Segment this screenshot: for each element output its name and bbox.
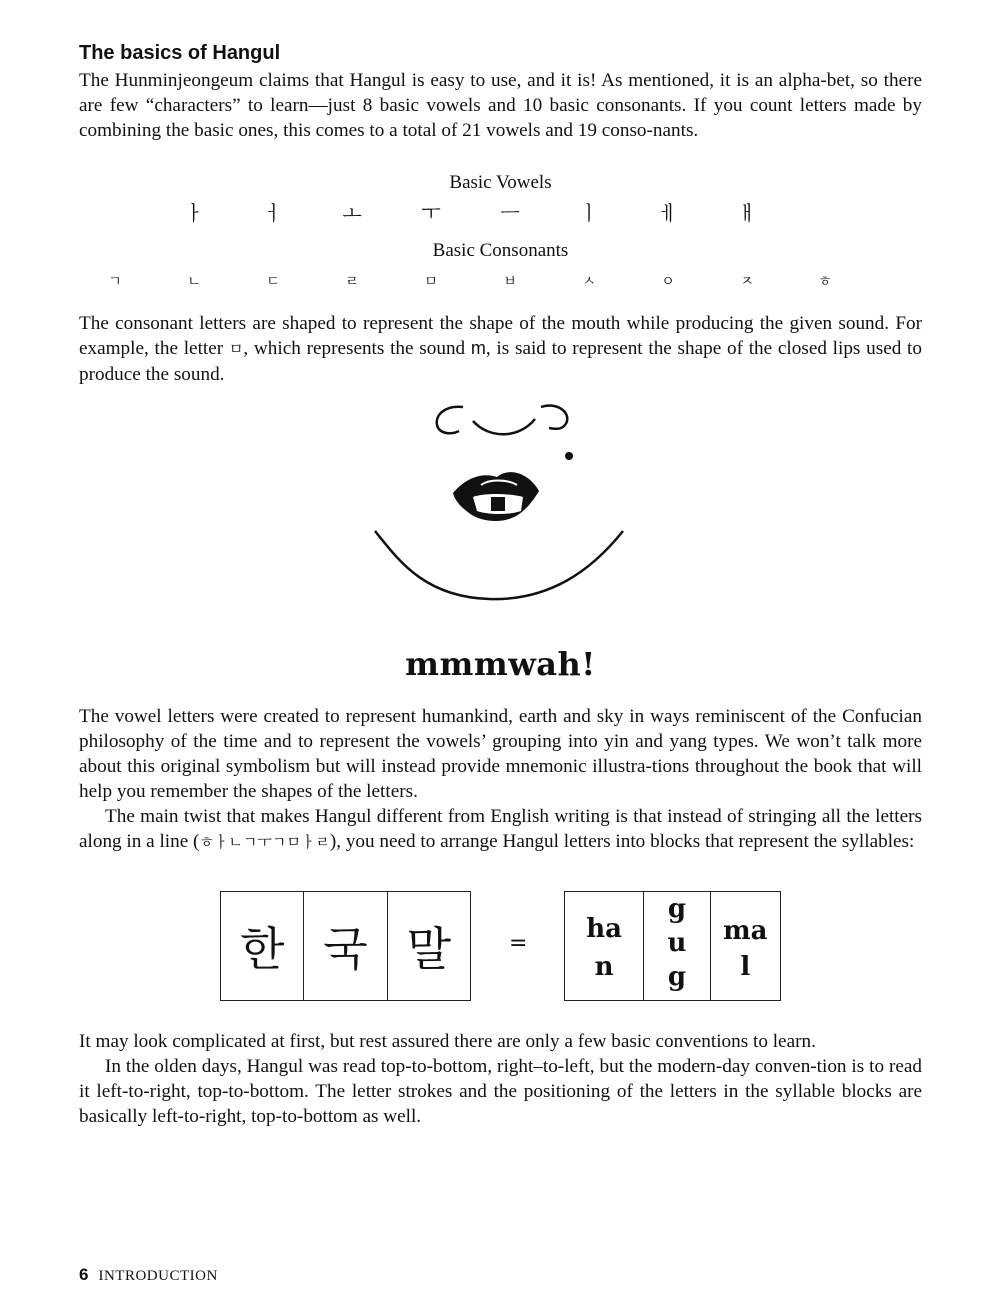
consonant-letter: ㄱ — [108, 274, 122, 290]
mouth-illustration — [79, 401, 922, 646]
vowel-letter: ㅓ — [263, 201, 283, 225]
roman-block-box — [564, 891, 781, 1001]
text-run: ), you need to arrange Hangul letters into blocks that represent the syllables: — [329, 831, 915, 852]
roman-letter: l — [740, 952, 751, 982]
text-run: , which represents the sound — [243, 338, 471, 359]
consonant-letter: ㅇ — [661, 274, 675, 290]
vowel-paragraph: The vowel letters were created to represent humankind, earth and sky in ways reminiscent of the Confucian philosophy of the time and to represent the vowels’ grouping into yin and yang types. We won’t talk more about this original symbolism but will instead provide mnemonic illustra-tions throughout the book that will help you remember the shapes of the letters. — [79, 706, 922, 802]
consonant-letter: ㅎ — [818, 274, 832, 290]
illustration-caption: mmmwah! — [405, 645, 596, 683]
vowel-letter: ㅏ — [184, 201, 204, 225]
hangul-letters-inline: ㅎㅏㄴㄱㅜㄱㅁㅏㄹ — [199, 833, 330, 851]
section-heading: The basics of Hangul — [79, 42, 281, 64]
consonants-title: Basic Consonants — [432, 240, 569, 261]
roman-letter: ma — [723, 916, 768, 946]
page-number: 6 — [79, 1265, 89, 1284]
vowel-letter: ㅜ — [421, 201, 441, 225]
roman-block — [565, 892, 644, 1000]
roman-block — [644, 892, 710, 1000]
intro-paragraph: The Hunminjeongeum claims that Hangul is easy to use, and it is! As mentioned, it is an alpha-bet, so there are few “characters” to learn—just 8 basic vowels and 10 basic consonants. If you count letters made by combining the basic ones, this comes to a total of 21 vowels and 19 conso-nants. — [79, 70, 922, 141]
consonant-letter: ㅈ — [740, 274, 754, 290]
consonant-letter: ㅅ — [582, 274, 596, 290]
text-run: The main twist that makes Hangul different from English writing is that instead of stringing all the letters along in a line ( — [79, 806, 922, 852]
vowel-letter: ㅣ — [579, 201, 599, 225]
mieum-letter: ㅁ — [228, 340, 244, 358]
page-footer — [79, 1265, 218, 1285]
page-content — [79, 40, 922, 1129]
blocks-paragraph — [79, 804, 922, 855]
roman-block — [711, 892, 780, 1000]
vowel-row — [79, 195, 922, 229]
sound-m: m — [470, 338, 486, 358]
vowel-letter: ㅐ — [737, 201, 757, 225]
vowels-title: Basic Vowels — [449, 172, 552, 193]
equals-sign: = — [509, 931, 528, 956]
kissing-lips-illustration — [359, 401, 629, 611]
roman-letter: u — [667, 928, 687, 958]
consonant-letter: ㄹ — [345, 274, 359, 290]
roman-letter: ha — [586, 914, 622, 944]
consonant-letter: ㄴ — [187, 274, 201, 290]
consonant-row — [79, 263, 922, 297]
syllable-block-figure — [79, 891, 922, 1003]
roman-letter: n — [594, 952, 614, 982]
consonant-letter: ㄷ — [266, 274, 280, 290]
conventions-paragraph: It may look complicated at first, but rest assured there are only a few basic conventions to learn. — [79, 1031, 816, 1052]
syllable-block: 말 — [406, 922, 452, 976]
roman-letter: g — [667, 962, 687, 992]
syllable-block: 한 — [221, 892, 304, 1000]
consonant-letter: ㅂ — [503, 274, 517, 290]
vowel-letter: ㅔ — [658, 201, 678, 225]
roman-letter: g — [667, 894, 687, 924]
syllable-block: 국 — [304, 892, 387, 1000]
vowel-letter: ㅗ — [342, 201, 362, 225]
consonant-paragraph — [79, 311, 922, 387]
consonant-letter: ㅁ — [424, 274, 438, 290]
vowel-letter: ㅡ — [500, 201, 520, 225]
text-run: , is said to represent the shape of the closed lips used to produce the sound. — [79, 338, 922, 385]
text-run: The consonant letters are shaped to represent the shape of the mouth while producing the given sound. For example, the letter — [79, 313, 922, 359]
hangul-block-box — [220, 891, 471, 1001]
footer-section: INTRODUCTION — [98, 1268, 218, 1284]
reading-direction-paragraph: In the olden days, Hangul was read top-to-bottom, right–to-left, but the modern-day conven-tion is to read it left-to-right, top-to-bottom. The letter strokes and the positioning of the letters in the syllable blocks are basically left-to-right, top-to-bottom as well. — [79, 1056, 922, 1127]
